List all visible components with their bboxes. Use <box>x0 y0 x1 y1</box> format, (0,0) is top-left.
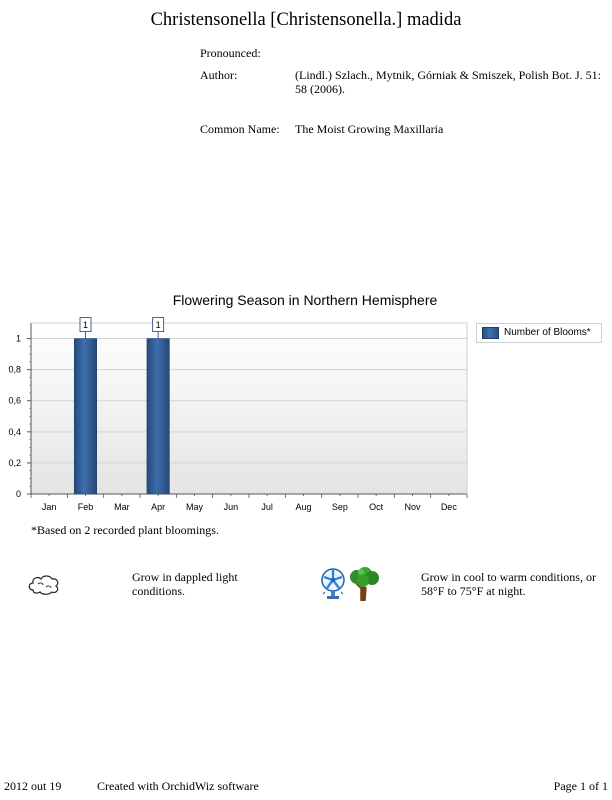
chart-legend <box>476 323 602 343</box>
bar <box>74 339 97 494</box>
chart-footnote: *Based on 2 recorded plant bloomings. <box>31 523 219 537</box>
x-tick-label: Aug <box>295 502 312 512</box>
legend-swatch <box>482 327 499 339</box>
page-title: Christensonella [Christensonella.] madida <box>150 10 462 30</box>
legend-label: Number of Blooms* <box>504 327 591 338</box>
common-name-value: The Moist Growing Maxillaria <box>295 122 444 136</box>
data-label: 1 <box>82 320 89 331</box>
author-label: Author: <box>200 68 238 82</box>
chart-title: Flowering Season in Northern Hemisphere <box>172 292 438 308</box>
common-name-label: Common Name: <box>200 122 280 136</box>
y-tick-label: 0,2 <box>8 457 21 468</box>
x-tick-label: May <box>185 502 204 512</box>
footer-created-with: Created with OrchidWiz software <box>97 779 259 793</box>
x-tick-label: Feb <box>77 502 94 512</box>
y-tick-label: 0 <box>15 489 21 499</box>
y-tick-label: 0,8 <box>8 364 21 375</box>
y-tick-label: 0,6 <box>8 395 21 406</box>
x-tick-label: Mar <box>114 502 130 512</box>
y-tick-label: 0,4 <box>8 426 21 437</box>
pronounced-label: Pronounced: <box>200 46 261 60</box>
x-tick-label: Oct <box>369 502 384 512</box>
bar <box>147 339 170 494</box>
x-tick-label: Sep <box>331 502 348 512</box>
tree-icon <box>348 567 380 601</box>
light-condition-text: Grow in dappled light conditions. <box>132 570 238 598</box>
x-tick-label: Jun <box>223 502 239 512</box>
dappled-light-cloud-icon <box>27 573 61 595</box>
fan-icon <box>320 567 348 601</box>
temperature-condition-text: Grow in cool to warm conditions, or 58°F to 75°F at night. <box>421 570 596 598</box>
footer-page-number: Page 1 of 1 <box>553 779 608 793</box>
x-tick-label: Dec <box>440 502 457 512</box>
x-tick-label: Nov <box>404 502 421 512</box>
y-tick-label: 1 <box>15 333 21 344</box>
x-tick-label: Jan <box>41 502 57 512</box>
x-tick-label: Jul <box>261 502 273 512</box>
x-tick-label: Apr <box>151 502 166 512</box>
author-value: (Lindl.) Szlach., Mytnik, Górniak & Smiszek, Polish Bot. J. 51: 58 (2006). <box>295 68 601 96</box>
footer-date: 2012 out 19 <box>4 779 62 793</box>
data-label: 1 <box>155 320 161 331</box>
